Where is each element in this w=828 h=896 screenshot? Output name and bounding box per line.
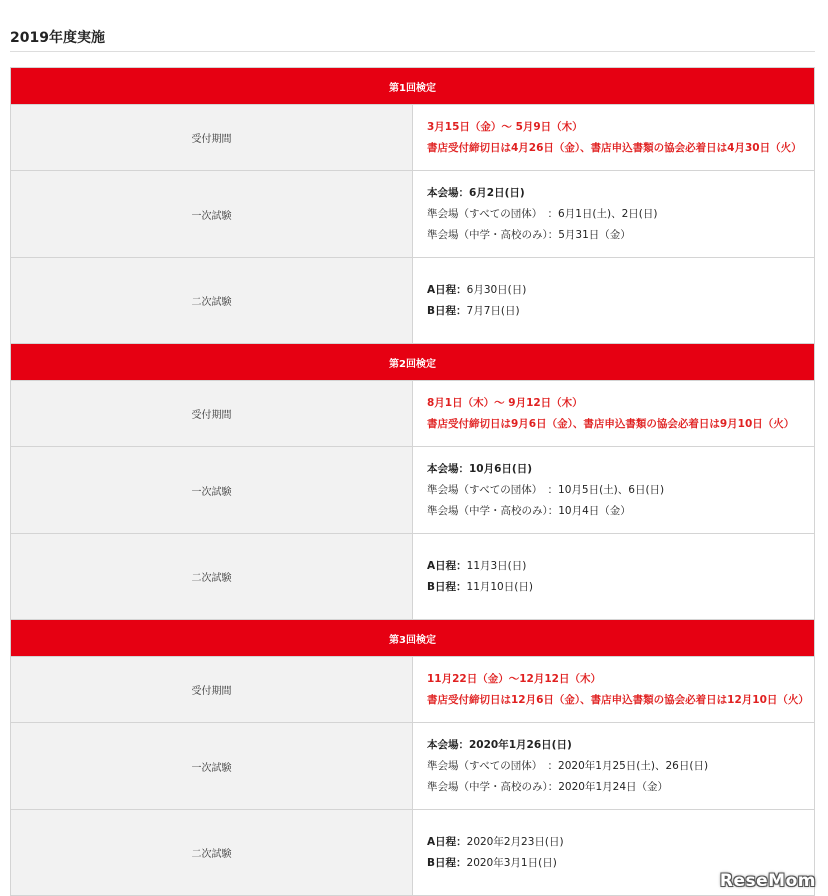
sub-venue-all-date: 10月5日(土)、6日(日): [558, 483, 665, 496]
schedule-a-label: A日程：: [427, 559, 467, 572]
sub-venue-all-line: [427, 204, 814, 225]
main-venue-label: 本会場：: [427, 186, 469, 199]
reception-period: 3月15日（金）～ 5月9日（木）: [427, 120, 583, 133]
schedule-b-label: B日程：: [427, 580, 467, 593]
sub-venue-school-line: [427, 225, 814, 246]
section-header: 第3回検定: [11, 620, 815, 657]
schedule-a-date: 6月30日(日): [466, 283, 527, 296]
row-label-second-exam: 二次試験: [11, 534, 413, 620]
sub-venue-school-date: 10月4日（金）: [558, 504, 631, 517]
main-venue-label: 本会場：: [427, 462, 469, 475]
sub-venue-all-label: 準会場（すべての団体） ：: [427, 207, 559, 220]
resemom-watermark-logo: ReseMom: [719, 871, 816, 891]
first-exam-value: [413, 723, 815, 810]
reception-value: [413, 657, 815, 723]
schedule-b-label: B日程：: [427, 304, 467, 317]
first-exam-value: [413, 171, 815, 258]
schedule-b-date: 7月7日(日): [466, 304, 520, 317]
main-venue-line: [427, 459, 814, 480]
first-exam-value: [413, 447, 815, 534]
schedule-b-line: [427, 301, 814, 322]
sub-venue-school-date: 2020年1月24日（金）: [558, 780, 669, 793]
second-exam-value: [413, 258, 815, 344]
section-header-row: [11, 620, 815, 657]
sub-venue-school-label: 準会場（中学・高校のみ）：: [427, 228, 559, 241]
main-venue-label: 本会場：: [427, 738, 469, 751]
schedule-b-label: B日程：: [427, 856, 467, 869]
row-label-reception: 受付期間: [11, 105, 413, 171]
reception-deadline-note: 書店受付締切日は4月26日（金）、書店申込書類の協会必着日は4月30日（火）: [427, 141, 802, 154]
row-label-reception: 受付期間: [11, 657, 413, 723]
schedule-b-date: 11月10日(日): [466, 580, 533, 593]
title-divider: [10, 51, 815, 52]
reception-value: [413, 105, 815, 171]
schedule-a-date: 11月3日(日): [466, 559, 527, 572]
table-row: [11, 105, 815, 171]
reception-period: 8月1日（木）～ 9月12日（木）: [427, 396, 583, 409]
reception-deadline-note: 書店受付締切日は12月6日（金）、書店申込書類の協会必着日は12月10日（火）: [427, 693, 809, 706]
schedule-a-line: [427, 556, 814, 577]
table-row: [11, 657, 815, 723]
row-label-second-exam: 二次試験: [11, 810, 413, 896]
main-venue-line: [427, 183, 814, 204]
sub-venue-all-line: [427, 480, 814, 501]
table-row: [11, 447, 815, 534]
table-row: [11, 534, 815, 620]
sub-venue-all-line: [427, 756, 814, 777]
schedule-b-line: [427, 577, 814, 598]
schedule-b-date: 2020年3月1日(日): [466, 856, 557, 869]
reception-period: 11月22日（金）～12月12日（木）: [427, 672, 601, 685]
second-exam-value: [413, 534, 815, 620]
sub-venue-all-label: 準会場（すべての団体） ：: [427, 483, 559, 496]
row-label-first-exam: 一次試験: [11, 171, 413, 258]
sub-venue-school-date: 5月31日（金）: [558, 228, 631, 241]
section-header: 第2回検定: [11, 344, 815, 381]
exam-schedule-table: [10, 67, 815, 896]
section-header-row: [11, 68, 815, 105]
schedule-a-date: 2020年2月23日(日): [466, 835, 564, 848]
section-header: 第1回検定: [11, 68, 815, 105]
schedule-a-line: [427, 280, 814, 301]
table-row: [11, 258, 815, 344]
table-row: [11, 810, 815, 896]
main-venue-date: 10月6日(日): [469, 462, 533, 475]
sub-venue-all-label: 準会場（すべての団体） ：: [427, 759, 559, 772]
main-venue-date: 2020年1月26日(日): [469, 738, 572, 751]
schedule-a-label: A日程：: [427, 835, 467, 848]
schedule-a-label: A日程：: [427, 283, 467, 296]
page-title: 2019年度実施: [10, 30, 105, 46]
sub-venue-school-label: 準会場（中学・高校のみ）：: [427, 780, 559, 793]
row-label-first-exam: 一次試験: [11, 723, 413, 810]
sub-venue-school-label: 準会場（中学・高校のみ）：: [427, 504, 559, 517]
row-label-first-exam: 一次試験: [11, 447, 413, 534]
row-label-second-exam: 二次試験: [11, 258, 413, 344]
table-row: [11, 381, 815, 447]
sub-venue-school-line: [427, 501, 814, 522]
sub-venue-all-date: 2020年1月25日(土)、26日(日): [558, 759, 709, 772]
sub-venue-school-line: [427, 777, 814, 798]
main-venue-date: 6月2日(日): [469, 186, 525, 199]
main-venue-line: [427, 735, 814, 756]
sub-venue-all-date: 6月1日(土)、2日(日): [558, 207, 658, 220]
table-row: [11, 171, 815, 258]
schedule-a-line: [427, 832, 814, 853]
row-label-reception: 受付期間: [11, 381, 413, 447]
reception-value: [413, 381, 815, 447]
section-header-row: [11, 344, 815, 381]
reception-deadline-note: 書店受付締切日は9月6日（金）、書店申込書類の協会必着日は9月10日（火）: [427, 417, 795, 430]
table-row: [11, 723, 815, 810]
